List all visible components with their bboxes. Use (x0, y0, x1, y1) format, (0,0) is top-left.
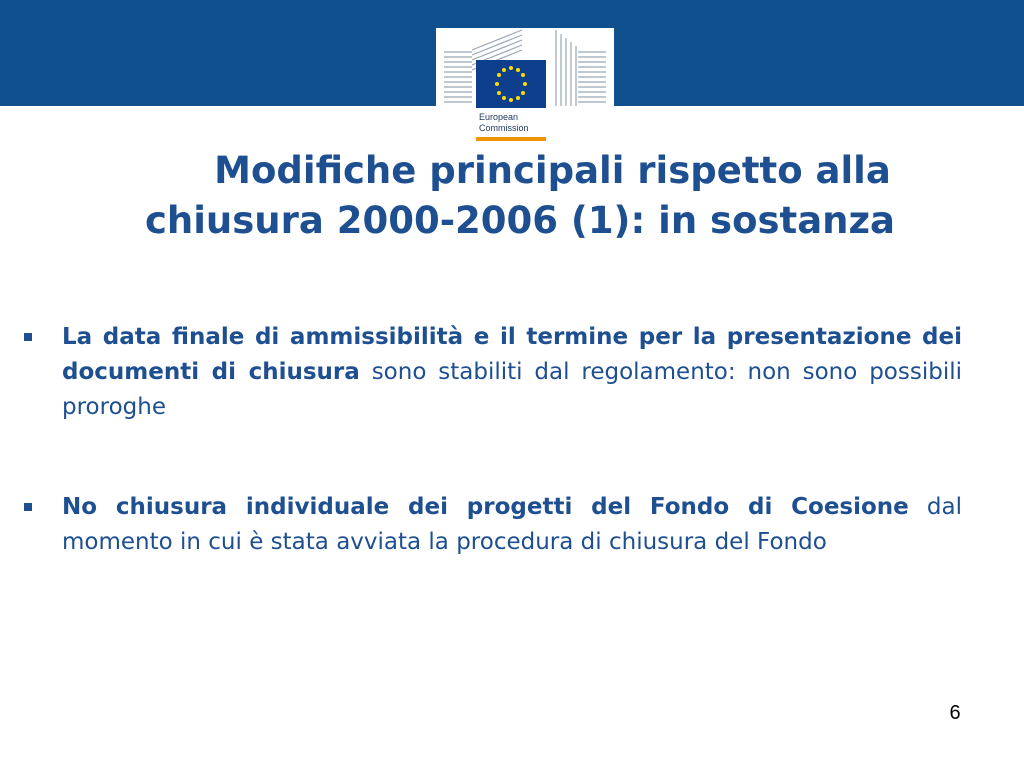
european-commission-logo (436, 28, 614, 146)
slide-title (60, 146, 980, 246)
bullet-1-bold-text: La data finale di ammissibilità e il termine per la presentazione dei documenti di chiusura (62, 324, 962, 385)
bullet-2-bold-text: No chiusura individuale dei progetti del Fondo di Coesione (62, 494, 909, 520)
bullet-item-1 (62, 320, 962, 425)
bullet-item-2 (62, 490, 962, 560)
bullet-1-text: sono stabiliti dal regolamento: non sono possibili proroghe (62, 359, 962, 420)
bullet-square-icon (24, 503, 32, 511)
bullet-2-text: dal momento in cui è stata avviata la procedura di chiusura del Fondo (62, 494, 963, 555)
slide-title-line-2: chiusura 2000-2006 (1): in sostanza (144, 199, 896, 242)
logo-accent-bar (476, 137, 546, 141)
page-number: 6 (949, 702, 961, 724)
logo-text-commission: Commission (479, 123, 529, 133)
logo-text-european: European (479, 112, 519, 122)
slide-title-line-1: Modifiche principali rispetto alla (214, 149, 891, 192)
bullet-square-icon (24, 333, 32, 341)
